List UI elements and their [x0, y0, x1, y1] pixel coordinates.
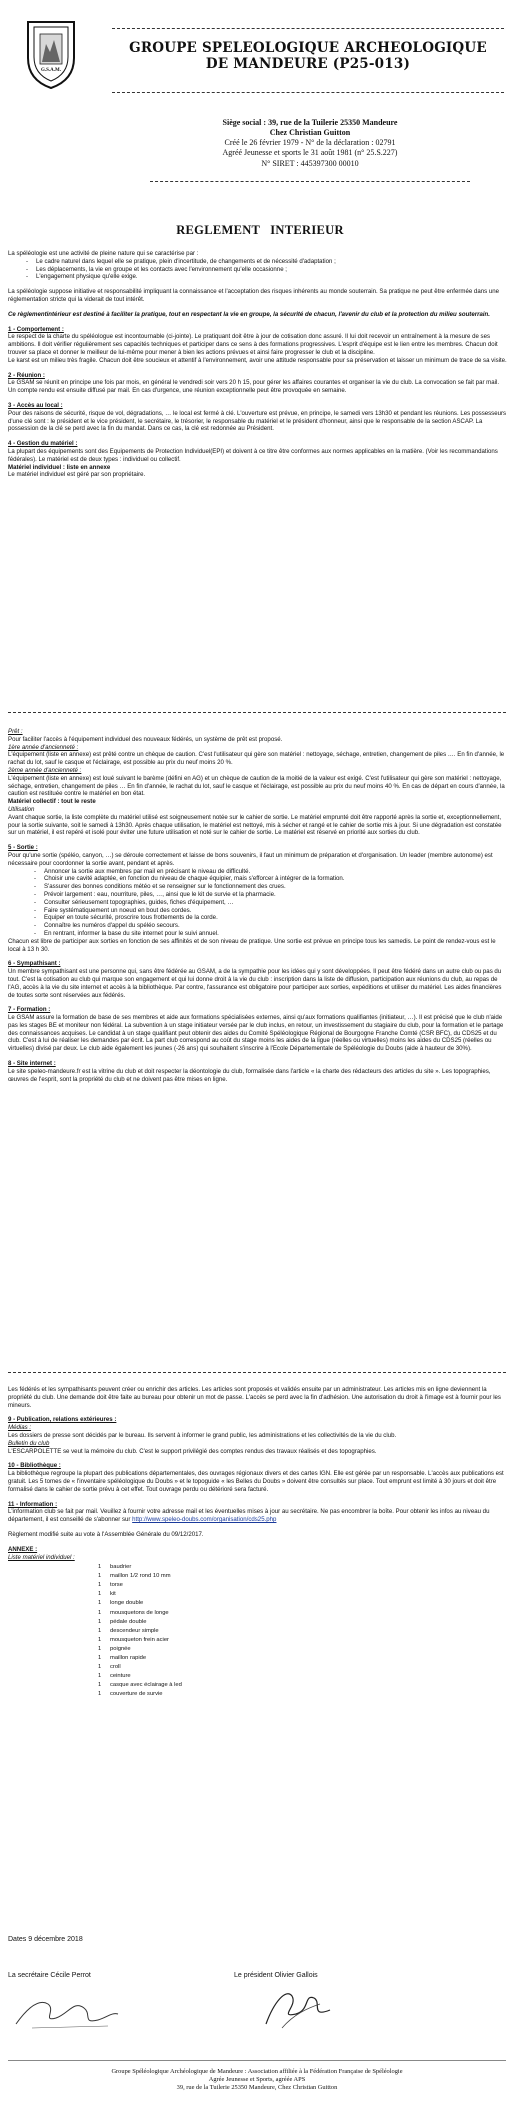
- section-11-body: [8, 1508, 508, 1524]
- section-5-body-2: Chacun est libre de participer aux sorties en fonction de ses affinités et de son niveau de pratique. Une sortie est prévue en principe tous les samedis. Le point de rendez-vous est le local à 13 h 30.: [8, 937, 496, 953]
- section-9-heading: 9 - Publication, relations extérieures :: [8, 1416, 117, 1424]
- second-year-body: L'équipement (liste en annexe) est loué suivant le barème (défini en AG) et un chèque de caution de la moitié de la valeur est exigé. C'est l'utilisateur qui gère son matériel : nettoyage, séchage, entretien, changement de piles … En fin d'année, le rachat du lot, sauf le casque et l'éclairage, est possible au prix du neuf moins 40 %. En cas de départ en cours d'année, la caution est restituée contre le matériel en bon état.: [8, 774, 505, 798]
- outing-checklist-item: - Connaître les numéros d'appel du spéléo secours.: [34, 922, 508, 930]
- section-5-heading: 5 - Sortie :: [8, 844, 38, 852]
- bulletin-label: Bulletin du club: [8, 1439, 50, 1447]
- org-title-line1: GROUPE SPELEOLOGIQUE ARCHEOLOGIQUE: [129, 40, 487, 56]
- first-year-label: 1ère année d'ancienneté :: [8, 743, 79, 751]
- president-signature: [252, 1984, 342, 2032]
- annex-heading: ANNEXE :: [8, 1545, 38, 1553]
- equipment-item: 1 longe double: [98, 1599, 508, 1608]
- equipment-item: 1 ceinture: [98, 1672, 508, 1681]
- footer-line-2: Agrée Jeunesse et Sports, agréée APS: [208, 2076, 306, 2083]
- equipment-item: 1 mousqueton frein acier: [98, 1636, 508, 1645]
- section-1-body: Le respect de la charte du spéléologue est incontournable (ci-jointe). Le pratiquant doit être à jour de cotisation donc assuré. Il lui doit recevoir un entraînement à la mesure de ses ambitions. Il doit vérifier régulièrement ses capacités techniques et participer dans ce sens à des formations progressives. L'esprit d'équipe est le lien entre les membres. Chacun doit trouver sa place et donner le meilleur de lui-même pour mener à bien les actions prévues et ainsi faire progresser le club et la discipline.: [8, 333, 498, 356]
- organization-title: [118, 40, 498, 73]
- equipment-item: 1 croll: [98, 1663, 508, 1672]
- secretary-signature-label: La secrétaire Cécile Perrot: [8, 1972, 91, 1979]
- collective-heading: Matériel collectif : tout le reste: [8, 798, 96, 806]
- section-2-body: Le GSAM se réunit en principe une fois par mois, en général le vendredi soir vers 20 h 15, pour gérer les affaires courantes et organiser la vie du club. La convocation se fait par mail. Un compte rendu est ensuite diffusé par mail. En cas d'urgence, une réunion exceptionnelle peut être provoquée en semaine.: [8, 379, 500, 395]
- section-7-heading: 7 - Formation :: [8, 1006, 51, 1014]
- outing-checklist-item: - Consulter sérieusement topographies, guides, fiches d'équipement, …: [34, 899, 508, 907]
- usage-label: Utilisation: [8, 805, 35, 813]
- media-label: Médias :: [8, 1424, 32, 1432]
- president-signature-label: Le président Olivier Gallois: [234, 1972, 318, 1979]
- seat-agreement: Agréé Jeunesse et sports le 31 août 1981 (n° 25.S.227): [222, 148, 398, 158]
- equipment-item: 1 kit: [98, 1590, 508, 1599]
- section-1-body-2: Le karst est un milieu très fragile. Chacun doit être soucieux et attentif à l'environnement, avoir une attitude responsable pour sa préservation et laisser un minimum de trace de sa visite.: [8, 356, 507, 364]
- intro-paragraph-1: La spéléologie est une activité de pleine nature qui se caractérise par :: [8, 250, 199, 257]
- bulletin-body: L'ESCARPOLETTE se veut la mémoire du club. C'est le support privilégié des comptes rendus des travaux réalisés et des topographies.: [8, 1447, 377, 1455]
- section-6-body: Un membre sympathisant est une personne qui, sans être fédérée au GSAM, a de la sympathie pour les idées qui y sont développées. Il peut être fédéré dans un autre club ou pas du tout. C'est la cotisation au club qui marque son engagement et qui lui donne droit à la vie du club : inscription dans la liste de diffusion, participation aux réunions du club, au repas de l'AG, accès à la vie du site internet et accès à la bibliothèque. Par contre, l'assurance est obligatoire pour participer aux sorties, expéditions et utiliser du matériel. Les aides financières de toutes sorte sont réservées aux fédérés.: [8, 968, 502, 999]
- section-1-heading: 1 - Comportement :: [8, 325, 64, 333]
- outing-checklist-item: - S'assurer des bonnes conditions météo et se renseigner sur le fonctionnement des crues.: [34, 883, 508, 891]
- footer-line-3: 39, rue de la Tuilerie 25350 Mandeure, Chez Christian Guitton: [176, 2084, 338, 2091]
- section-3-body: Pour des raisons de sécurité, risque de vol, dégradations, … le local est fermé à clé. L'ouverture est prévue, en principe, le samedi vers 13h30 et pendant les réunions. Les possesseurs d'une clé sont : le président et le vice président, le secrétaire, le trésorier, le responsable du matériel et le président d'honneur, ainsi que le responsable de la section ASCAP. La possession de la clé se perd avec la fin du mandat. Dans ce cas, la clé est redonnée au Président.: [8, 409, 507, 433]
- rules-page-1: [8, 250, 508, 479]
- first-year-body: L'équipement (liste en annexe) est prêté contre un chèque de caution. C'est l'utilisateur qui gère son matériel : nettoyage, séchage, entretien, changement de piles …. En fin d'année, le rachat du lot, sauf le casque et l'éclairage, est possible au prix du neuf moins 20 %.: [8, 751, 505, 767]
- section-4-individual-body: Le matériel individuel est géré par son propriétaire.: [8, 471, 146, 479]
- section-10-heading: 10 - Bibliothèque :: [8, 1462, 61, 1470]
- intro-paragraph-3: Ce règlementintérieur est destiné à faciliter la pratique, tout en respectant la vie en groupe, la sécurité de chacun, l'avenir du club et la protection du milieu souterrain.: [8, 310, 490, 318]
- loan-body: Pour faciliter l'accès à l'équipement individuel des nouveaux fédérés, un système de prêt est proposé.: [8, 735, 283, 743]
- page-footer: [20, 2068, 494, 2092]
- footer-line-1: Groupe Spéléologique Archéologique de Mandeure : Association affiliée à la Fédération Française de Spéléologie: [111, 2068, 403, 2075]
- section-8-body: Le site speleo-mandeure.fr est la vitrine du club et doit respecter la déontologie du club, formalisée dans l'article « la charte des rédacteurs des articles du site ». Les topographies, œuvres de l'esprit, sont la propriété du club et ne doivent pas être mises en ligne.: [8, 1067, 491, 1083]
- rules-page-3: [8, 1386, 508, 1699]
- intro-bullet: - L'engagement physique qu'elle exige.: [26, 273, 508, 281]
- equipment-item: 1 torse: [98, 1581, 508, 1590]
- equipment-item: 1 casque avec éclairage à led: [98, 1681, 508, 1690]
- section-11-heading: 11 - Information :: [8, 1500, 58, 1508]
- org-title-line2: DE MANDEURE (P25-013): [205, 56, 411, 73]
- outing-checklist-item: - En rentrant, informer la base du site internet pour le suivi annuel.: [34, 930, 508, 938]
- outing-checklist-item: - Choisir une cavité adaptée, en fonction du niveau de chaque équipier, mais s'efforcer à intégrer de la formation.: [34, 875, 508, 883]
- section-4-heading: 4 - Gestion du matériel :: [8, 440, 78, 448]
- seat-care-of: Chez Christian Guitton: [269, 128, 351, 138]
- seat-rule: [150, 181, 470, 182]
- equipment-item: 1 couverture de survie: [98, 1690, 508, 1699]
- section-11-text: L'information club se fait par mail. Veuillez à fournir votre adresse mail et les éventuelles mises à jour au secrétaire. Ne pas encombrer la boîte. Pour obtenir les infos au niveau du département, il est conseillé de s'abonner sur: [8, 1508, 490, 1524]
- equipment-item: 1 poignée: [98, 1645, 508, 1654]
- intro-bullet: - Le cadre naturel dans lequel elle se pratique, plein d'incertitude, de changements et de nécessité d'adaptation ;: [26, 258, 508, 266]
- outing-checklist-item: - Equiper en toute sécurité, proscrire tous frottements de la corde.: [34, 914, 508, 922]
- registered-office-block: [145, 118, 475, 169]
- document-title: REGLEMENT INTERIEUR: [176, 223, 344, 237]
- intro-bullets: [8, 258, 508, 281]
- seat-address: Siège social : 39, rue de la Tuilerie 25350 Mandeure: [222, 118, 398, 127]
- usage-body: Avant chaque sortie, la liste complète du matériel utilisé est soigneusement notée sur le cahier de sortie. Le matériel emprunté doit être rapporté après la sortie et, exceptionnellement, pour la sortie suivante, soit le samedi à 13h30. Après chaque utilisation, le matériel est nettoyé, mis à sécher et rangé et le cahier de sortie mis à jour. Si une dégradation est constatée sur un matériel, il est repéré et isolé pour éviter une future utilisation et noté sur le cahier de sortie. Le matériel est réservé en priorité aux sorties du club.: [8, 813, 502, 837]
- intro-bullet: - Les déplacements, la vie en groupe et les contacts avec l'environnement qu'elle occasionne ;: [26, 266, 508, 274]
- equipment-item: 1 maillon 1/2 rond 10 mm: [98, 1572, 508, 1581]
- second-year-label: 2ème année d'ancienneté :: [8, 766, 82, 774]
- equipment-item: 1 maillon rapide: [98, 1654, 508, 1663]
- section-7-body: Le GSAM assure la formation de base de ses membres et aide aux formations spécialisées externes, ainsi qu'aux formations qualifiantes (initiateur, …). Il est précisé que le club n'aide pas les stages BE et moniteur non fédéral. La subvention à un stage initiateur versée par le club inclus, en retour, un investissement du stagiaire du club, pour la formation et le partage des connaissances acquises. Le candidat à un stage qualifiant peut obtenir des aides du Comité Spéléologique Régional de Bourgogne Franche Comté (CSR BFC), du CDS25 et du club. C'est à lui de réaliser les demandes par écrit. La part club correspond au coût du stage moins les aides de la ligue (réelles ou virtuelles) moins les aides du CDS25 (réelles ou virtuelles) divisé par deux. Le club aide également les jeunes (-26 ans) qui souhaitent s'inscrire à l'Ecole Départementale de Spéléologie du Doubs (aide à hauteur de 30%).: [8, 1014, 504, 1053]
- header-rule-top: [112, 28, 504, 29]
- logo-inner-text: G.S.A.M.: [41, 68, 61, 73]
- seat-creation: Créé le 26 février 1979 - N° de la déclaration : 02791: [224, 138, 396, 148]
- equipment-list: [8, 1563, 508, 1698]
- page-break-rule-2: [8, 1372, 506, 1373]
- annex-list-label: Liste matériel individuel :: [8, 1553, 75, 1561]
- section-3-heading: 3 - Accès au local :: [8, 401, 63, 409]
- equipment-item: 1 baudrier: [98, 1563, 508, 1572]
- intro-paragraph-2: La spéléologie suppose initiative et responsabilité impliquant la connaissance et l'acceptation des risques inhérents au monde souterrain. Sa pratique ne peut être enfermée dans une réglementation stricte qui la viderait de tout intérêt.: [8, 288, 500, 303]
- equipment-item: 1 pédale double: [98, 1618, 508, 1627]
- section-10-body: La bibliothèque regroupe la plupart des publications départementales, des ouvrages régionaux divers et des cartes IGN. Elle est gérée par un responsable. L'accès aux publications est gratuit. Les 5 tomes de « l'inventaire spéléologique du Doubs » et le topoguide « les Belles du Doubs » doivent être consultés sur place. Tout emprunt est limité à 30 jours et doit être formalisé dans le cahier de sortie prévu à cet effet. Tout ouvrage perdu ou détérioré sera facturé.: [8, 1470, 504, 1493]
- equipment-item: 1 descendeur simple: [98, 1627, 508, 1636]
- document-date: Dates 9 décembre 2018: [8, 1936, 83, 1943]
- footer-rule: [8, 2060, 506, 2061]
- seat-siret: N° SIRET : 445397300 00010: [261, 158, 359, 168]
- loan-label: Prêt :: [8, 728, 23, 735]
- section-5-body: Pour qu'une sortie (spéléo, canyon, …) se déroule correctement et laisse de bons souvenirs, il faut un minimum de préparation et d'organisation. Un leader (membre autonome) est nécessaire pour coordonner la sortie avant, pendant et après.: [8, 851, 493, 867]
- section-8-heading: 8 - Site internet :: [8, 1060, 56, 1068]
- media-body: Les dossiers de presse sont décidés par le bureau. Ils servent à informer le grand public, les administrations et les collectivités de la vie du club.: [8, 1431, 397, 1439]
- section-8-body-2: Les fédérés et les sympathisants peuvent créer ou enrichir des articles. Les articles sont proposés et validés ensuite par un administrateur. Les articles mis en ligne deviennent la propriété du club. Une demande doit être faite au bureau pour obtenir un mot de passe. L'accès se perd avec la fin d'adhésion. Une autorisation du droit à l'image est à fournir pour les mineurs.: [8, 1386, 501, 1409]
- page-break-rule: [8, 712, 506, 713]
- rules-page-2: [8, 728, 508, 1083]
- club-logo-icon: [22, 18, 80, 90]
- section-4-individual-heading: Matériel individuel : liste en annexe: [8, 463, 111, 471]
- outing-checklist-item: - Prévoir largement : eau, nourriture, piles, …, ainsi que le kit de survie et la pharmacie.: [34, 891, 508, 899]
- secretary-signature: [12, 1990, 122, 2032]
- adoption-note: Règlement modifié suite au vote à l'Assemblée Générale du 09/12/2017.: [8, 1530, 204, 1538]
- outing-checklist: [8, 868, 508, 938]
- header-rule-bottom: [112, 92, 504, 93]
- section-2-heading: 2 - Réunion :: [8, 371, 45, 379]
- cds25-link[interactable]: http://www.speleo-doubs.com/organisation/cds25.php: [132, 1516, 277, 1524]
- outing-checklist-item: - Faire systématiquement un noeud en bout des cordes.: [34, 907, 508, 915]
- section-4-body: La plupart des équipements sont des Equipements de Protection Individuel(EPI) et doivent à ce titre être conformes aux normes applicables en la matière. (Voir les recommandations fédérales). Le matériel est de deux types : individuel ou collectif.: [8, 447, 498, 463]
- section-6-heading: 6 - Sympathisant :: [8, 960, 61, 968]
- equipment-item: 1 mousquetons de longe: [98, 1609, 508, 1618]
- outing-checklist-item: - Annoncer la sortie aux membres par mail en précisant le niveau de difficulté.: [34, 868, 508, 876]
